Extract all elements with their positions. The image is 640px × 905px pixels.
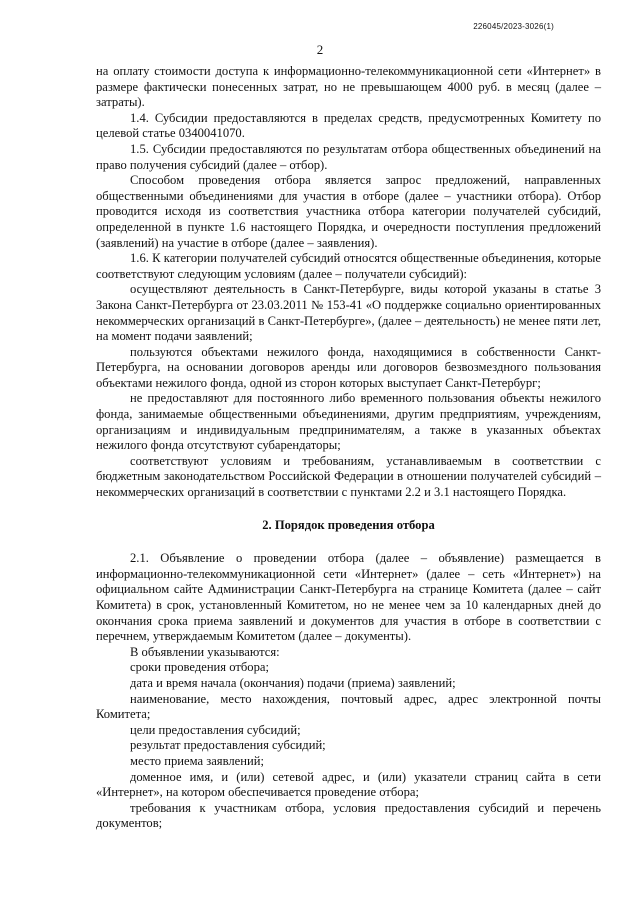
- paragraph: соответствуют условиям и требованиям, устанавливаемым в соответствии с бюджетным законодательством Российской Федерации в отношении получателей субсидий – некоммерческих организаций в соответствии с пунктами 2.2 и 3.1 настоящего Порядка.: [96, 453, 601, 500]
- list-item: дата и время начала (окончания) подачи (приема) заявлений;: [130, 675, 456, 690]
- list-item: доменное имя, и (или) сетевой адрес, и (или) указатели страниц сайта в сети «Интернет», на котором обеспечивается проведение отбора;: [96, 769, 601, 800]
- list-item: наименование, место нахождения, почтовый адрес, адрес электронной почты Комитета;: [96, 691, 601, 722]
- paragraph: 1.4. Субсидии предоставляются в пределах средств, предусмотренных Комитету по целевой статье 0340041070.: [96, 110, 601, 141]
- document-number: 226045/2023-3026(1): [473, 22, 554, 31]
- paragraph: В объявлении указываются:: [130, 644, 280, 659]
- list-item: цели предоставления субсидий;: [130, 722, 301, 737]
- paragraph: 1.5. Субсидии предоставляются по результатам отбора общественных объединений на право получения субсидий (далее – отбор).: [96, 141, 601, 172]
- paragraph: на оплату стоимости доступа к информационно-телекоммуникационной сети «Интернет» в размере фактически понесенных затрат, но не превышающем 4000 руб. в месяц (далее – затраты).: [96, 64, 601, 110]
- list-item: требования к участникам отбора, условия предоставления субсидий и перечень документов;: [96, 800, 601, 831]
- paragraph: Способом проведения отбора является запрос предложений, направленных общественными объединениями для участия в отборе (далее – участники отбора). Отбор проводится исходя из соответствия участника отбора категории получателей субсидий, определенной в пункте 1.6 настоящего Порядка, и очередности поступления предложений (заявлений) на участие в отборе (далее – заявления).: [96, 173, 601, 250]
- document-body: [96, 64, 601, 832]
- paragraph: 2.1. Объявление о проведении отбора (далее – объявление) размещается в информационно-телекоммуникационной сети «Интернет» (далее – сеть «Интернет») на официальном сайте Администрации Санкт-Петербурга на странице Комитета (далее – сайт Комитета) в срок, установленный Комитетом, но не менее чем за 10 календарных дней до окончания срока приема заявлений и документов для участия в отборе в соответствии с перечнем, утверждаемым Комитетом (далее – документы).: [96, 551, 601, 644]
- list-item: сроки проведения отбора;: [130, 660, 269, 675]
- paragraph: не предоставляют для постоянного либо временного пользования объекты нежилого фонда, занимаемые общественными объединениями, другим предприятиям, учреждениям, организациям и индивидуальным предпринимателям, а также в указанных объектах нежилого фонда отсутствуют субарендаторы;: [96, 391, 601, 453]
- list-item: место приема заявлений;: [130, 753, 264, 768]
- page-number: 2: [316, 42, 324, 57]
- paragraph: 1.6. К категории получателей субсидий относятся общественные объединения, которые соответствуют следующим условиям (далее – получатели субсидий):: [96, 251, 601, 281]
- paragraph: осуществляют деятельность в Санкт-Петербурге, виды которой указаны в статье 3 Закона Санкт-Петербурга от 23.03.2011 № 153-41 «О поддержке социально ориентированных некоммерческих организаций в Санкт-Петербурге», (далее – деятельность) не менее пяти лет, на момент подачи заявлений;: [96, 282, 601, 344]
- list-item: результат предоставления субсидий;: [130, 738, 326, 753]
- paragraph: пользуются объектами нежилого фонда, находящимися в собственности Санкт-Петербурга, на основании договоров аренды или договоров безвозмездного пользования объектами нежилого фонда, одной из сторон которых выступает Санкт-Петербург;: [96, 344, 601, 390]
- section-heading: 2. Порядок проведения отбора: [262, 517, 435, 532]
